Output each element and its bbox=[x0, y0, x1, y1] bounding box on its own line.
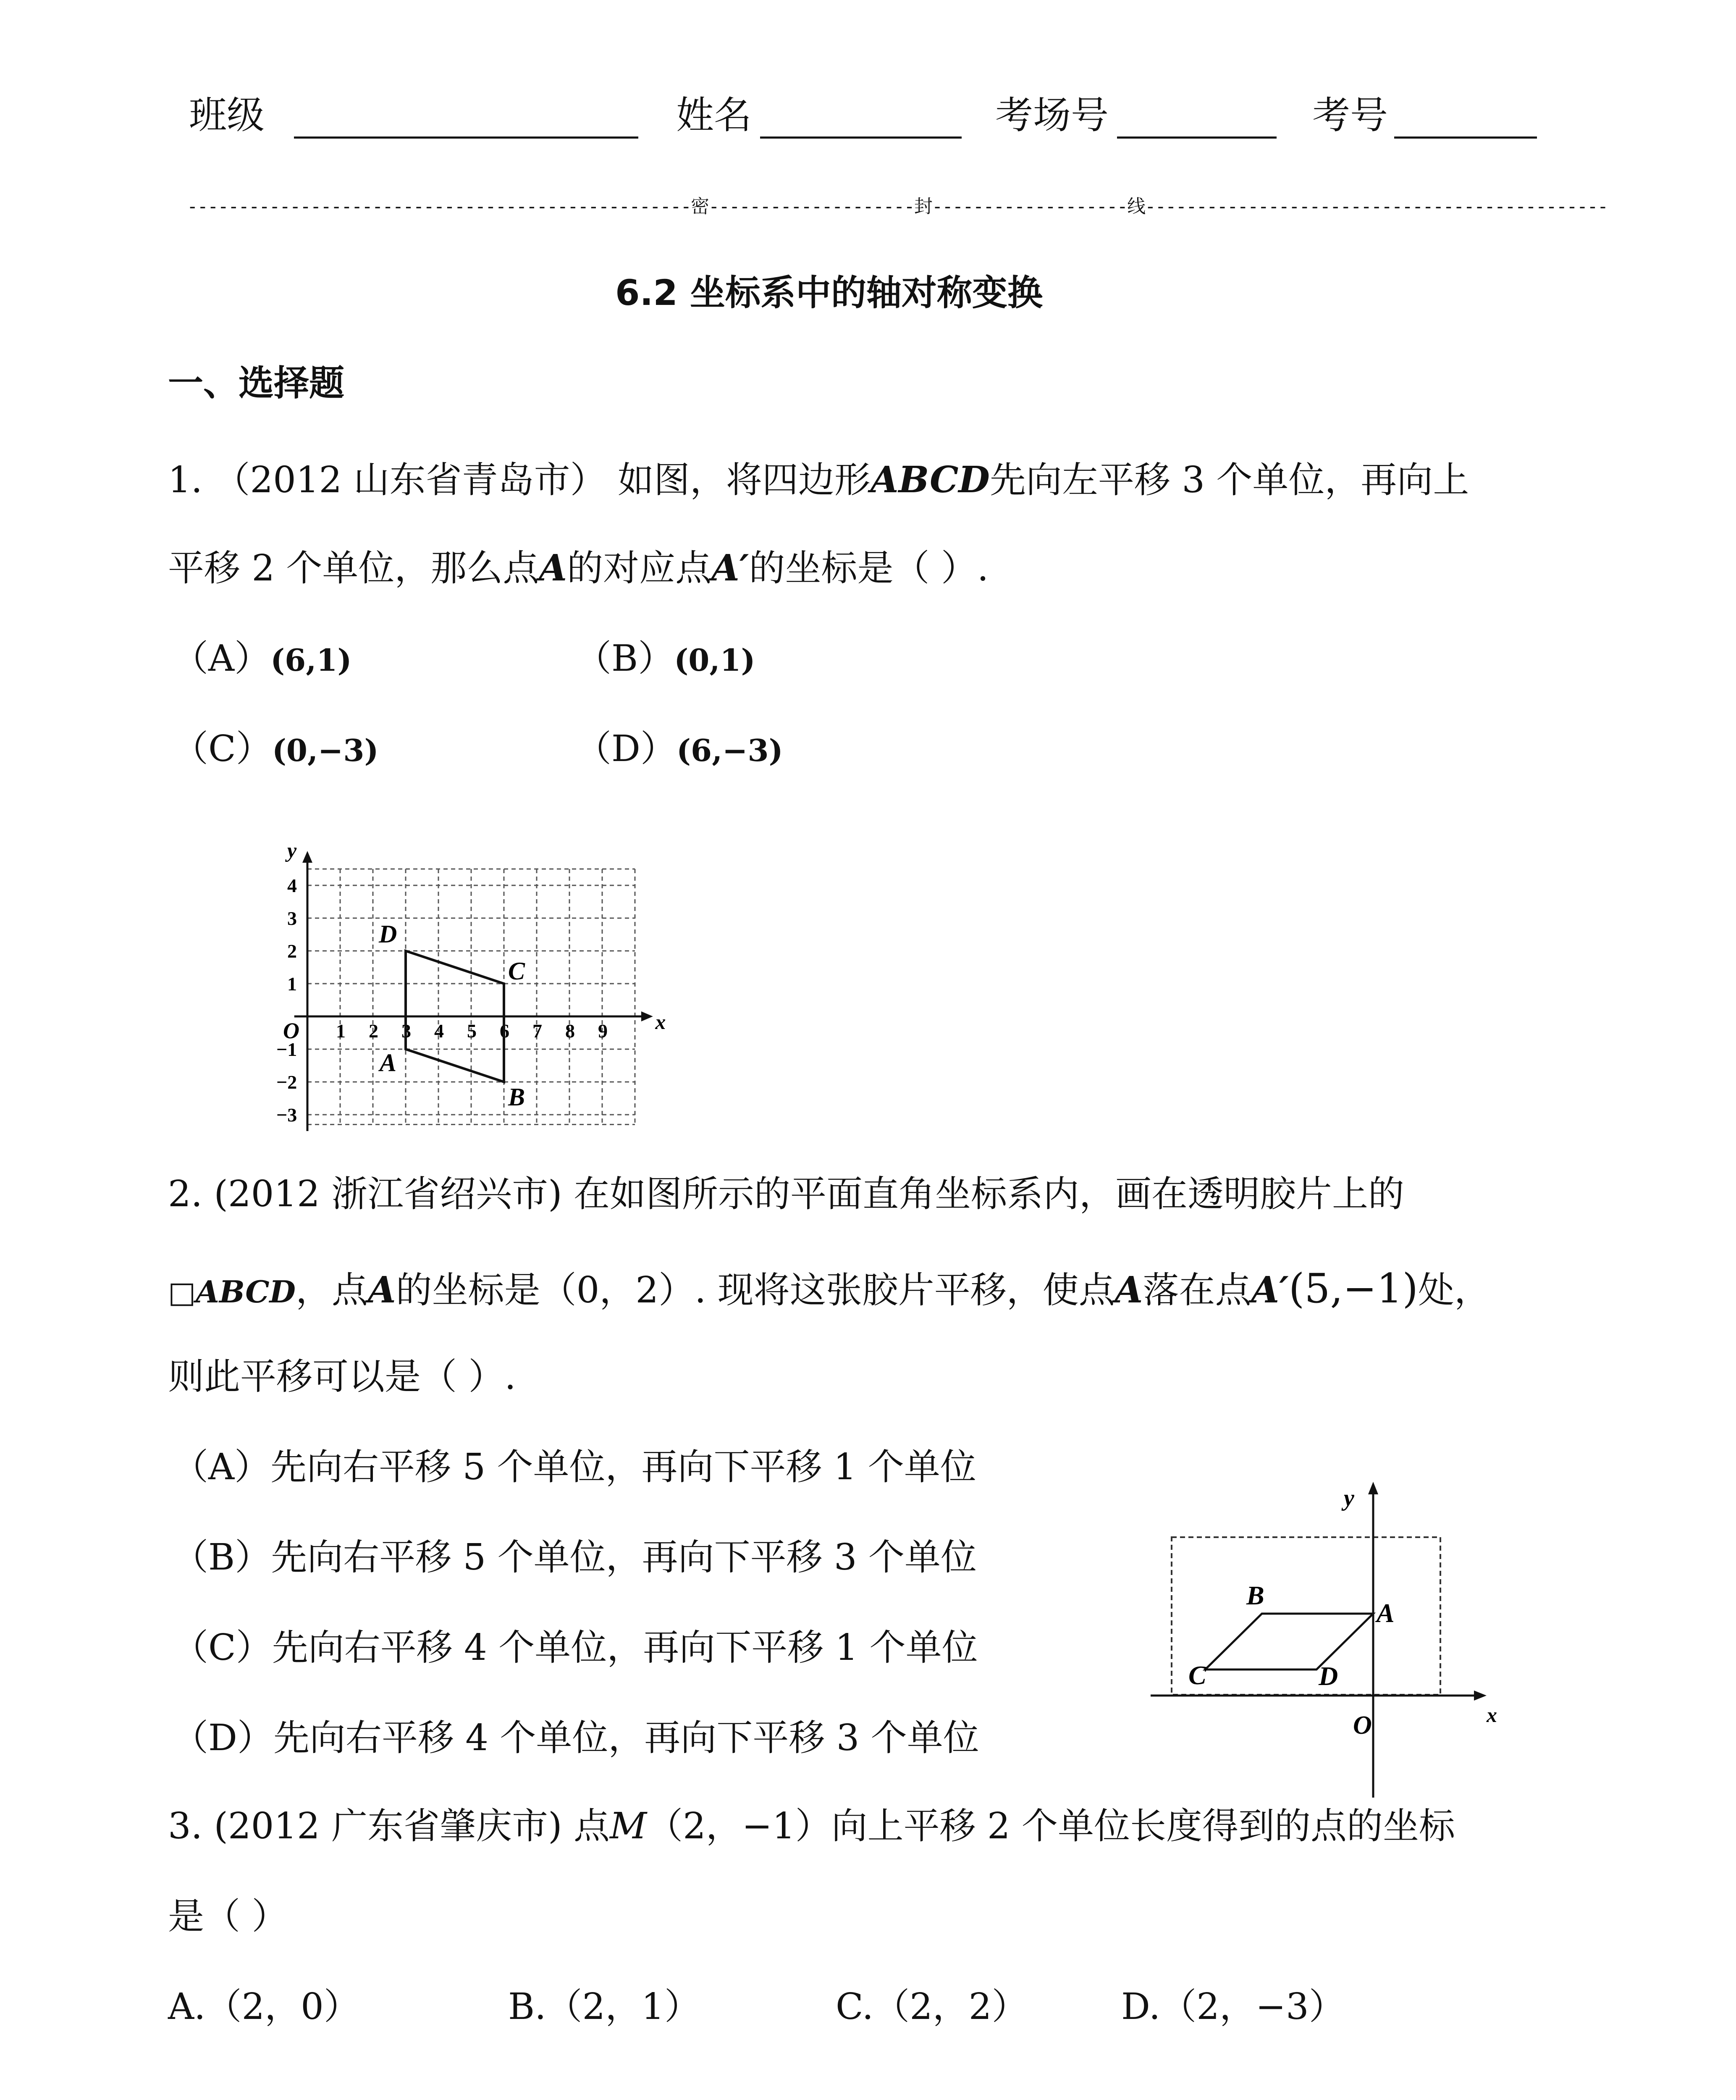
class-label: 班级 bbox=[189, 93, 265, 137]
parallelogram-symbol: □ bbox=[168, 1275, 196, 1310]
y-tick-label: −3 bbox=[276, 1104, 297, 1126]
x-tick-label: 3 bbox=[401, 1020, 411, 1042]
q2-option-d[interactable]: （D）先向右平移 4 个单位，再向下平移 3 个单位 bbox=[172, 1717, 979, 1759]
q2-var-a2: A bbox=[1115, 1269, 1143, 1311]
number-field-line[interactable] bbox=[1394, 136, 1537, 139]
q2-var-a: A bbox=[367, 1269, 396, 1311]
q1-var-abcd: ABCD bbox=[870, 459, 990, 501]
y-tick-label: 3 bbox=[287, 908, 297, 929]
y-tick-label: −1 bbox=[276, 1039, 297, 1060]
dashed-bounding-box bbox=[1172, 1537, 1440, 1695]
q1-text-a: 1. （2012 山东省青岛市） 如图，将四边形 bbox=[168, 459, 871, 501]
vertex-label-c: C bbox=[508, 957, 525, 985]
option-label: （A） bbox=[172, 638, 271, 680]
x-tick-label: 9 bbox=[598, 1020, 608, 1042]
q1-text-d: 的对应点 bbox=[567, 547, 712, 589]
name-field-line[interactable] bbox=[760, 136, 962, 139]
q2-text-d: 落在点 bbox=[1143, 1269, 1251, 1311]
x-axis-label: x bbox=[1487, 1703, 1497, 1727]
y-axis-arrow bbox=[1368, 1482, 1378, 1494]
q3-text-b: （2，−1）向上平移 2 个单位长度得到的点的坐标 bbox=[647, 1805, 1455, 1847]
x-tick-label: 5 bbox=[467, 1020, 477, 1042]
room-field-line[interactable] bbox=[1117, 136, 1277, 139]
q3-option-a[interactable]: A.（2，0） bbox=[168, 1986, 360, 2028]
q1-option-b[interactable] bbox=[575, 638, 755, 680]
option-value: (6,−3) bbox=[676, 732, 783, 768]
y-axis-label: y bbox=[287, 838, 297, 862]
q2-text-f: 处， bbox=[1418, 1269, 1490, 1311]
option-label: （D） bbox=[575, 728, 677, 770]
q2-text-b: ，点 bbox=[295, 1269, 368, 1311]
x-tick-label: 2 bbox=[369, 1020, 378, 1042]
x-axis-arrow bbox=[641, 1011, 653, 1021]
q3-text-a: 3. (2012 广东省肇庆市) 点 bbox=[168, 1805, 610, 1847]
option-value: (0,−3) bbox=[272, 732, 379, 768]
vertex-label-a: A bbox=[380, 1049, 397, 1076]
q1-text-e: 的坐标是（ ）. bbox=[749, 547, 989, 589]
q1-option-a[interactable] bbox=[172, 638, 352, 680]
q1-var-aprime: A′ bbox=[711, 547, 749, 589]
q2-var-aprime: A′ bbox=[1251, 1269, 1289, 1311]
q3-option-b[interactable]: B.（2，1） bbox=[508, 1986, 700, 2028]
option-label: （C） bbox=[172, 728, 272, 770]
page-title: 6.2 坐标系中的轴对称变换 bbox=[615, 272, 1043, 313]
x-tick-label: 6 bbox=[500, 1020, 509, 1042]
q1-var-a: A bbox=[539, 547, 567, 589]
name-label: 姓名 bbox=[676, 93, 752, 137]
q2-line-3: 则此平移可以是（ ）. bbox=[168, 1356, 516, 1398]
q1-text-b: 先向左平移 3 个单位，再向上 bbox=[989, 459, 1469, 501]
q2-var-abcd: ABCD bbox=[196, 1274, 296, 1310]
q3-line-2: 是（ ） bbox=[168, 1895, 288, 1937]
q2-target-point: (5,−1) bbox=[1288, 1265, 1418, 1312]
q3-option-c[interactable]: C.（2，2） bbox=[836, 1986, 1028, 2028]
section-heading: 一、选择题 bbox=[168, 362, 345, 404]
q2-option-b[interactable]: （B）先向右平移 5 个单位，再向下平移 3 个单位 bbox=[172, 1536, 977, 1578]
y-axis-arrow bbox=[302, 851, 312, 863]
q2-line-1: 2. (2012 浙江省绍兴市) 在如图所示的平面直角坐标系内，画在透明胶片上的 bbox=[168, 1173, 1405, 1215]
x-axis-label: x bbox=[655, 1010, 666, 1034]
y-tick-label: 2 bbox=[287, 940, 297, 962]
q3-line-1 bbox=[168, 1805, 1455, 1847]
y-tick-label: 1 bbox=[287, 973, 297, 995]
vertex-label-d: D bbox=[1319, 1661, 1338, 1691]
q2-line-2 bbox=[168, 1265, 1490, 1312]
option-value: (0,1) bbox=[674, 642, 755, 678]
q2-option-c[interactable]: （C）先向右平移 4 个单位，再向下平移 1 个单位 bbox=[172, 1627, 978, 1669]
option-value: (6,1) bbox=[270, 642, 352, 678]
vertex-label-c: C bbox=[1188, 1660, 1206, 1690]
option-label: （B） bbox=[575, 638, 674, 680]
vertex-label-b: B bbox=[1246, 1580, 1264, 1610]
parallelogram-abcd bbox=[1205, 1614, 1373, 1670]
q1-line-1 bbox=[168, 459, 1469, 501]
q2-option-a[interactable]: （A）先向右平移 5 个单位，再向下平移 1 个单位 bbox=[172, 1446, 976, 1488]
vertex-label-d: D bbox=[379, 920, 397, 948]
q2-text-c: 的坐标是（0，2）. 现将这张胶片平移，使点 bbox=[396, 1269, 1115, 1311]
q2-coordinate-figure bbox=[1151, 1478, 1512, 1798]
origin-label: O bbox=[1353, 1711, 1372, 1740]
x-tick-label: 4 bbox=[434, 1020, 444, 1042]
x-axis-arrow bbox=[1474, 1690, 1487, 1701]
q3-var-m: M bbox=[610, 1805, 647, 1847]
q3-option-d[interactable]: D.（2，−3） bbox=[1121, 1986, 1345, 2028]
origin-label: O bbox=[283, 1018, 299, 1043]
seal-line: -------------------------------------------------密--------------------封-------------------线--------------------------------------------- bbox=[187, 196, 1608, 217]
q1-option-d[interactable] bbox=[575, 728, 783, 770]
vertex-label-b: B bbox=[508, 1083, 525, 1111]
q1-coordinate-figure bbox=[260, 836, 666, 1147]
x-tick-label: 1 bbox=[336, 1020, 346, 1042]
y-tick-label: 4 bbox=[287, 875, 297, 896]
y-axis-label: y bbox=[1344, 1485, 1354, 1511]
q1-text-c: 平移 2 个单位，那么点 bbox=[168, 547, 539, 589]
q1-option-c[interactable] bbox=[172, 728, 379, 770]
class-field-line[interactable] bbox=[294, 136, 638, 139]
y-tick-label: −2 bbox=[276, 1071, 297, 1093]
vertex-label-a: A bbox=[1377, 1598, 1395, 1628]
q1-line-2 bbox=[168, 547, 989, 589]
x-tick-label: 7 bbox=[532, 1020, 542, 1042]
x-tick-label: 8 bbox=[565, 1020, 575, 1042]
room-label: 考场号 bbox=[995, 93, 1109, 137]
number-label: 考号 bbox=[1312, 93, 1388, 137]
